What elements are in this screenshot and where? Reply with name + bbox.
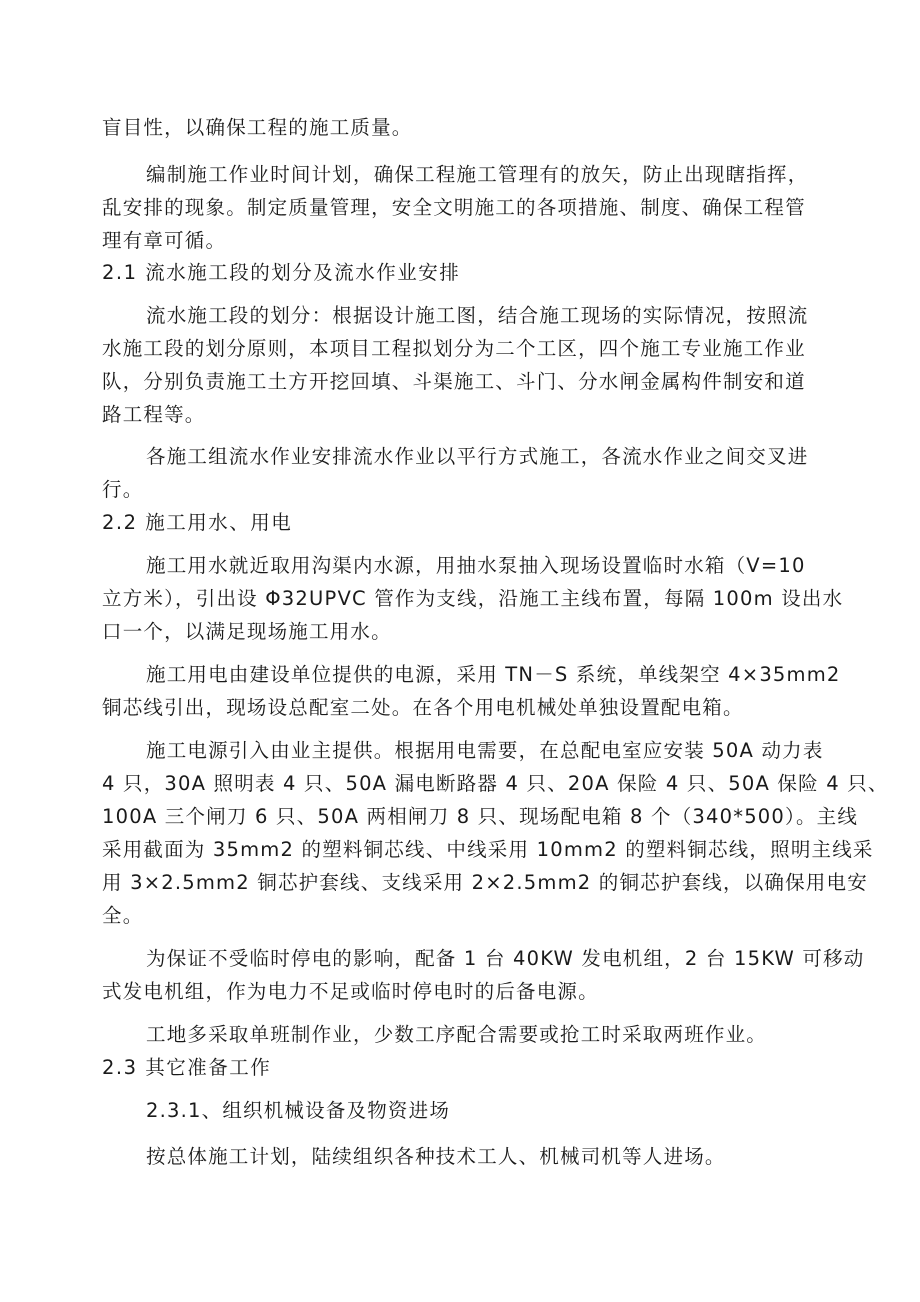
subsection-heading-2-3-1: 2.3.1、组织机械设备及物资进场 <box>146 1099 451 1122</box>
text-line: 行。 <box>102 478 144 501</box>
section-heading-2-3: 2.3 其它准备工作 <box>102 1056 272 1079</box>
text-line: 施工用电由建设单位提供的电源，采用 TN－S 系统，单线架空 4×35mm2 <box>146 663 841 686</box>
text-line: 4 只，30A 照明表 4 只、50A 漏电断路器 4 只、20A 保险 4 只、50A 保险 4 只、 <box>102 772 889 795</box>
text-line: 流水施工段的划分：根据设计施工图，结合施工现场的实际情况，按照流 <box>146 304 809 327</box>
text-line: 按总体施工计划，陆续组织各种技术工人、机械司机等人进场。 <box>146 1145 726 1168</box>
text-line: 盲目性，以确保工程的施工质量。 <box>102 116 413 139</box>
text-line: 水施工段的划分原则，本项目工程拟划分为二个工区，四个施工专业施工作业 <box>102 337 806 360</box>
text-line: 式发电机组，作为电力不足或临时停电时的后备电源。 <box>102 980 599 1003</box>
text-line: 路工程等。 <box>102 403 206 426</box>
text-line: 乱安排的现象。制定质量管理，安全文明施工的各项措施、制度、确保工程管 <box>102 196 806 219</box>
text-line: 编制施工作业时间计划，确保工程施工管理有的放矢，防止出现瞎指挥， <box>146 163 809 186</box>
text-line: 为保证不受临时停电的影响，配备 1 台 40KW 发电机组，2 台 15KW 可移动 <box>146 947 865 970</box>
text-line: 理有章可循。 <box>102 229 227 252</box>
text-line: 立方米），引出设 Φ32UPVC 管作为支线，沿施工主线布置，每隔 100m 设出水 <box>102 587 844 610</box>
section-heading-2-2: 2.2 施工用水、用电 <box>102 511 293 534</box>
text-line: 采用截面为 35mm2 的塑料铜芯线、中线采用 10mm2 的塑料铜芯线，照明主线采 <box>102 838 874 861</box>
text-line: 全。 <box>102 904 144 927</box>
section-heading-2-1: 2.1 流水施工段的划分及流水作业安排 <box>102 261 461 284</box>
text-line: 工地多采取单班制作业，少数工序配合需要或抢工时采取两班作业。 <box>146 1023 768 1046</box>
text-line: 100A 三个闸刀 6 只、50A 两相闸刀 8 只、现场配电箱 8 个（340*500）。主线 <box>102 805 859 828</box>
text-line: 施工用水就近取用沟渠内水源，用抽水泵抽入现场设置临时水箱（V=10 <box>146 554 806 577</box>
text-line: 铜芯线引出，现场设总配室二处。在各个用电机械处单独设置配电箱。 <box>102 696 744 719</box>
text-line: 施工电源引入由业主提供。根据用电需要，在总配电室应安装 50A 动力表 <box>146 739 824 762</box>
text-line: 各施工组流水作业安排流水作业以平行方式施工，各流水作业之间交叉进 <box>146 445 809 468</box>
text-line: 用 3×2.5mm2 铜芯护套线、支线采用 2×2.5mm2 的铜芯护套线，以确保用电安 <box>102 871 868 894</box>
text-line: 队，分别负责施工土方开挖回填、斗渠施工、斗门、分水闸金属构件制安和道 <box>102 370 806 393</box>
text-line: 口一个，以满足现场施工用水。 <box>102 620 392 643</box>
